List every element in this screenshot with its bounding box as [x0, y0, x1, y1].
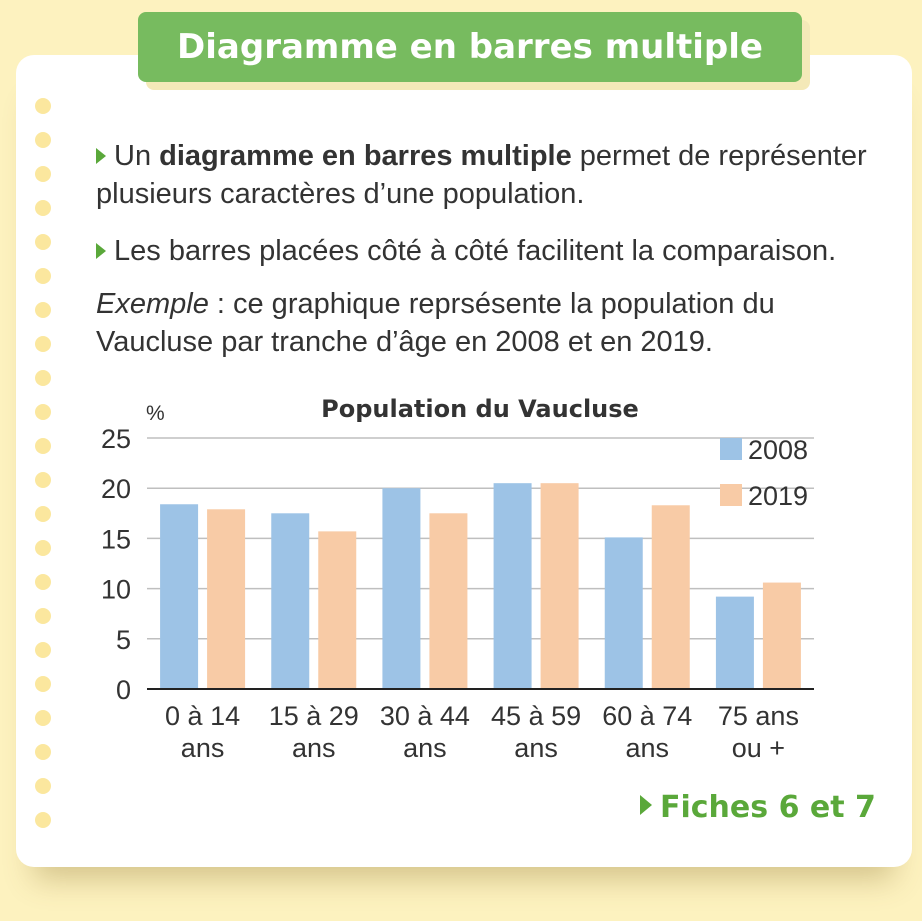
- x-tick-label: 15 à 29: [268, 701, 359, 731]
- chart-title: Population du Vaucluse: [321, 395, 639, 423]
- comparison-text: Les barres placées côté à côté facilitent la comparaison.: [114, 235, 837, 267]
- x-tick-label: ou +: [731, 733, 786, 763]
- x-tick-label: 0 à 14: [165, 701, 241, 731]
- x-tick-label: ans: [625, 733, 670, 763]
- y-tick-label: 0: [115, 675, 131, 705]
- legend-swatch-2019: [720, 484, 742, 506]
- y-tick-label: 15: [100, 524, 131, 555]
- bar-2019: [763, 583, 801, 689]
- x-tick-label: ans: [403, 733, 447, 763]
- bar-2008: [494, 483, 532, 689]
- example-label: Exemple: [96, 288, 209, 320]
- definition-text-end: permet de représenter plusieurs caractères d’une population.: [96, 140, 867, 210]
- page-title: Diagramme en barres multiple: [138, 12, 802, 82]
- arrow-right-icon: [640, 795, 652, 815]
- bar-2008: [382, 488, 420, 689]
- x-tick-label: 45 à 59: [491, 701, 582, 731]
- example-text: : ce graphique reprsésente la population du Vaucluse par tranche d’âge en 2008 et en 2019.: [96, 288, 775, 358]
- x-tick-label: ans: [291, 733, 336, 763]
- legend-swatch-2008: [720, 438, 742, 460]
- fiches-link-label: Fiches 6 et 7: [660, 790, 876, 825]
- bar-2019: [318, 531, 356, 689]
- bar-2008: [716, 597, 754, 689]
- y-tick-label: 5: [115, 624, 131, 655]
- x-tick-label: 60 à 74: [602, 701, 693, 731]
- bar-2008: [271, 513, 309, 689]
- legend-label-2008: 2008: [748, 435, 809, 465]
- y-tick-label: 10: [100, 574, 131, 605]
- x-tick-label: 75 ans: [717, 701, 799, 731]
- y-axis-label: %: [146, 402, 165, 425]
- bar-2008: [605, 537, 643, 689]
- bar-2019: [652, 505, 690, 689]
- bar-2008: [160, 504, 198, 689]
- y-tick-label: 25: [100, 424, 131, 454]
- x-tick-label: 30 à 44: [379, 701, 470, 731]
- bar-2019: [429, 513, 467, 689]
- definition-term: diagramme en barres multiple: [159, 140, 572, 172]
- x-tick-label: ans: [514, 733, 558, 763]
- bar-2019: [207, 509, 245, 689]
- y-tick-label: 20: [100, 474, 131, 505]
- definition-text-start: Un: [114, 140, 160, 172]
- bar-2019: [541, 483, 579, 689]
- fiches-link[interactable]: [640, 790, 876, 825]
- x-tick-label: ans: [180, 733, 225, 763]
- legend-label-2019: 2019: [748, 481, 809, 511]
